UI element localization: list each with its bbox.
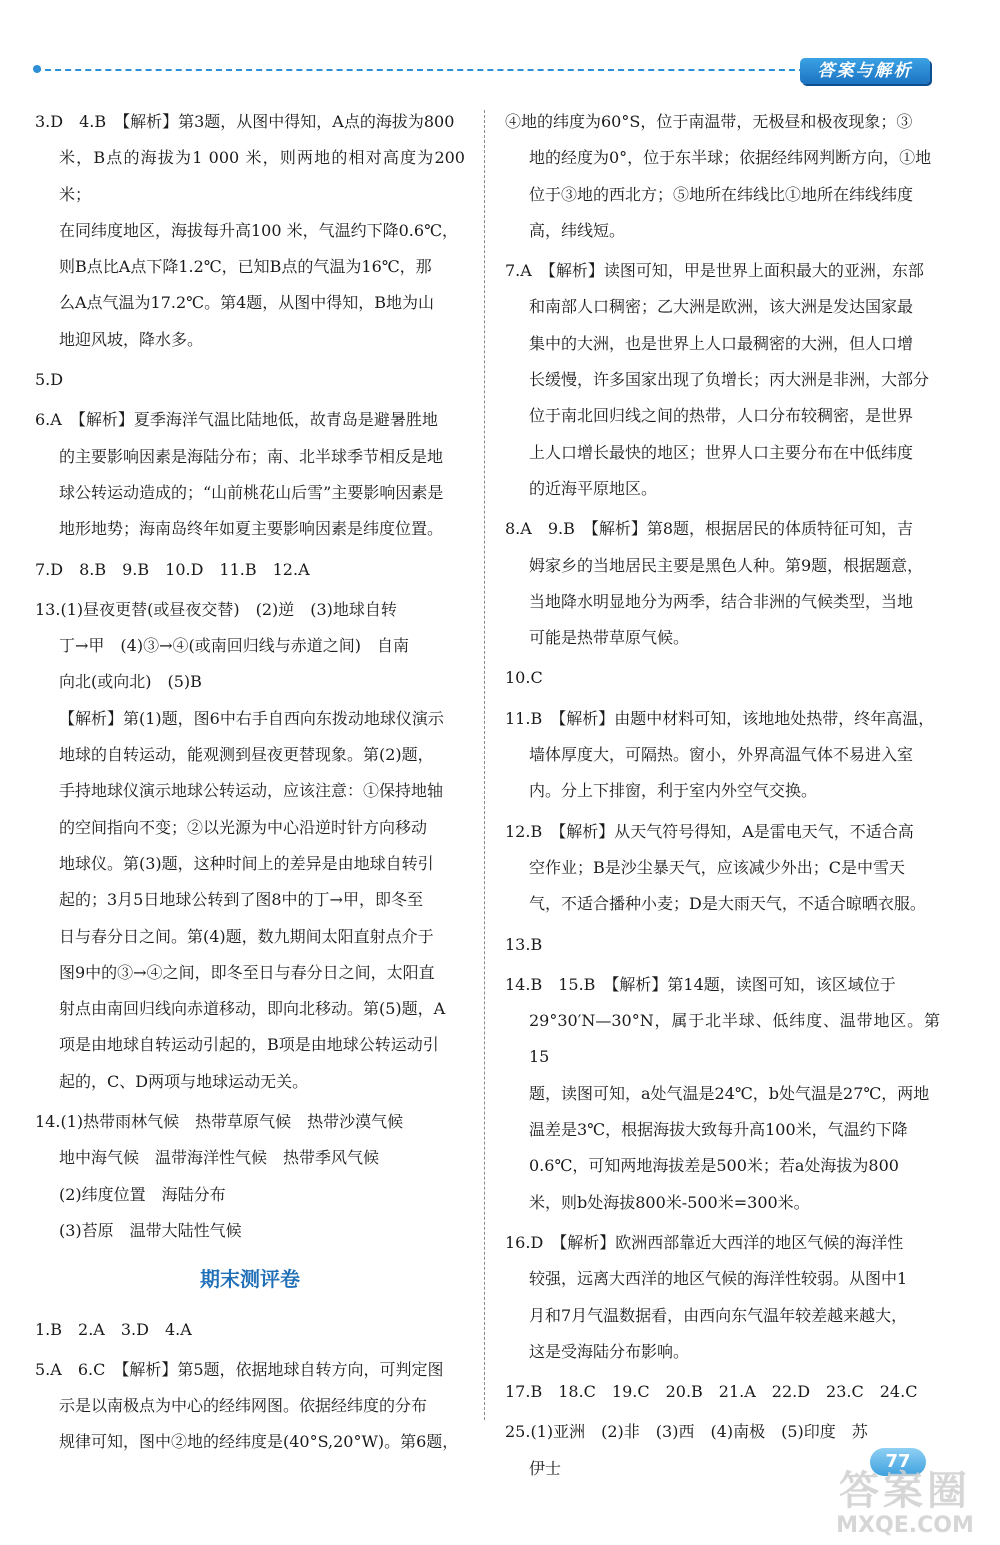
answer-line: 地球的自转运动，能观测到昼夜更替现象。第(2)题， xyxy=(59,745,434,765)
answer-line: 日与春分日之间。第(4)题，数九期间太阳直射点介于 xyxy=(59,926,434,946)
answer-line: 规律可知，图中②地的经纬度是(40°S,20°W)。第6题， xyxy=(59,1432,459,1452)
answer-line: 和南部人口稠密；乙大洲是欧洲，该大洲是发达国家最 xyxy=(529,297,914,317)
answer-line: 米，B点的海拔为1 000 米，则两地的相对高度为200 米； xyxy=(59,148,465,204)
answer-block xyxy=(505,1374,940,1410)
answer-block xyxy=(505,511,940,656)
answer-block xyxy=(505,253,940,507)
answer-line: 墙体厚度大，可隔热。窗小，外界高温气体不易进入室 xyxy=(529,745,914,765)
answer-line: 14.B 15.B 【解析】第14题，读图可知，该区域位于 xyxy=(505,974,896,994)
answer-line: 6.A 【解析】夏季海洋气温比陆地低，故青岛是避暑胜地 xyxy=(35,410,438,430)
answer-line: 3.D 4.B 【解析】第3题，从图中得知，A点的海拔为800 xyxy=(35,112,455,131)
watermark-url: MXQE.COM xyxy=(836,1513,974,1538)
answer-line: 地中海气候 温带海洋性气候 热带季风气候 xyxy=(59,1148,380,1168)
answer-line: 较强，远离大西洋的地区气候的海洋性较弱。从图中1 xyxy=(529,1269,908,1289)
column-divider xyxy=(484,110,485,1420)
answer-line: 14.(1)热带雨林气候 热带草原气候 热带沙漠气候 xyxy=(35,1112,404,1132)
section-title: 期末测评卷 xyxy=(200,1267,300,1292)
answer-line: 25.(1)亚洲 (2)非 (3)西 (4)南极 (5)印度 苏 xyxy=(505,1422,868,1442)
answer-line: 内。分上下排窗，利于室内外空气交换。 xyxy=(529,781,818,801)
answer-line: 地球仪。第(3)题，这种时间上的差异是由地球自转引 xyxy=(59,853,434,873)
answer-line: 起的，C、D两项与地球运动无关。 xyxy=(59,1071,309,1091)
answer-line: 5.D xyxy=(35,370,64,390)
answer-line: 月和7月气温数据看，由西向东气温年较差越来越大， xyxy=(529,1305,908,1325)
answer-line: 11.B 【解析】由题中材料可知，该地地处热带，终年高温， xyxy=(505,708,935,728)
answer-line: 向北(或向北) (5)B xyxy=(59,672,202,692)
header-tag: 答案与解析 xyxy=(800,58,930,84)
answer-line: 上人口增长最快的地区；世界人口主要分布在中低纬度 xyxy=(529,442,914,462)
answer-line: 温差是3℃，根据海拔大致每升高100米，气温约下降 xyxy=(529,1120,908,1140)
answer-line: 可能是热带草原气候。 xyxy=(529,628,690,648)
answer-block xyxy=(35,1352,465,1461)
answer-line: 29°30′N—30°N，属于北半球、低纬度、温带地区。第15 xyxy=(529,1011,940,1067)
answer-line: 项是由地球自转运动引起的，B项是由地球公转运动引 xyxy=(59,1035,439,1055)
answer-block xyxy=(505,927,940,963)
answer-line: 7.A 【解析】读图可知，甲是世界上面积最大的亚洲，东部 xyxy=(505,261,924,281)
answer-line: 姆家乡的当地居民主要是黑色人种。第9题，根据题意， xyxy=(529,555,924,575)
left-answer-blocks xyxy=(35,104,465,1249)
answer-line: 图9中的③→④之间，即冬至日与春分日之间，太阳直 xyxy=(59,962,435,982)
answer-block xyxy=(35,1104,465,1249)
answer-line: 气，不适合播种小麦；D是大雨天气，不适合晾晒衣服。 xyxy=(529,894,926,914)
answer-line: 空作业；B是沙尘暴天气，应该减少外出；C是中雪天 xyxy=(529,857,906,877)
answer-line: 12.B 【解析】从天气符号得知，A是雷电天气，不适合高 xyxy=(505,821,914,841)
answer-line: ④地的纬度为60°S，位于南温带，无极昼和极夜现象；③ xyxy=(505,112,913,131)
answer-line: 丁→甲 (4)③→④(或南回归线与赤道之间) 自南 xyxy=(59,636,409,656)
answer-block xyxy=(505,814,940,923)
answer-block xyxy=(505,1225,940,1370)
answer-line: 13.(1)昼夜更替(或昼夜交替) (2)逆 (3)地球自转 xyxy=(35,599,397,619)
answer-line: 么A点气温为17.2℃。第4题，从图中得知，B地为山 xyxy=(59,293,435,313)
answer-block xyxy=(505,701,940,810)
answer-line: 则B点比A点下降1.2℃，已知B点的气温为16℃，那 xyxy=(59,257,432,277)
answer-line: 当地降水明显地分为两季，结合非洲的气候类型，当地 xyxy=(529,591,914,611)
answer-block xyxy=(35,592,465,1100)
answer-line: 【解析】第(1)题，图6中右手自西向东拨动地球仪演示 xyxy=(59,708,444,728)
answer-line: 长缓慢，许多国家出现了负增长；丙大洲是非洲，大部分 xyxy=(529,370,930,390)
answer-block xyxy=(505,967,940,1221)
answer-line: 地的经度为0°，位于东半球；依据经纬网判断方向，①地 xyxy=(529,148,932,168)
answer-line: 示是以南极点为中心的经纬网图。依据经纬度的分布 xyxy=(59,1396,428,1416)
answer-block xyxy=(35,362,465,398)
answer-line: 的近海平原地区。 xyxy=(529,478,658,498)
answer-line: 位于③地的西北方；⑤地所在纬线比①地所在纬线纬度 xyxy=(529,184,914,204)
answer-block xyxy=(505,660,940,696)
answer-block xyxy=(35,104,465,358)
watermark-text: 答案圈 xyxy=(839,1468,971,1514)
answer-line: 集中的大洲，也是世界上人口最稠密的大洲，但人口增 xyxy=(529,333,914,353)
answer-block xyxy=(505,104,940,249)
answer-line: 位于南北回归线之间的热带，人口分布较稠密，是世界 xyxy=(529,406,914,426)
answer-line: 5.A 6.C 【解析】第5题，依据地球自转方向，可判定图 xyxy=(35,1359,444,1379)
answer-block xyxy=(35,402,465,547)
left-column xyxy=(35,100,465,1461)
answer-line: 的空间指向不变；②以光源为中心沿逆时针方向移动 xyxy=(59,817,428,837)
answer-block xyxy=(35,1312,465,1348)
right-column xyxy=(505,100,940,1487)
left-after-blocks xyxy=(35,1312,465,1461)
answer-line: 0.6℃，可知两地海拔差是500米；若a处海拔为800 xyxy=(529,1156,899,1176)
right-answer-blocks xyxy=(505,104,940,1487)
answer-line: 射点由南回归线向赤道移动，即向北移动。第(5)题，A xyxy=(59,999,446,1019)
answer-line: 10.C xyxy=(505,668,543,688)
answer-line: 手持地球仪演示地球公转运动，应该注意：①保持地轴 xyxy=(59,781,444,801)
answer-block xyxy=(35,552,465,588)
answer-line: 1.B 2.A 3.D 4.A xyxy=(35,1319,192,1339)
answer-line: 地迎风坡，降水多。 xyxy=(59,329,204,349)
answer-line: 7.D 8.B 9.B 10.D 11.B 12.A xyxy=(35,559,310,579)
answer-line: 米，则b处海拔800米-500米=300米。 xyxy=(529,1192,810,1212)
answer-line: 伊士 xyxy=(529,1458,562,1478)
answer-line: 13.B xyxy=(505,934,543,954)
page-number: 77 xyxy=(870,1448,926,1476)
answer-line: 8.A 9.B 【解析】第8题，根据居民的体质特征可知，吉 xyxy=(505,519,914,539)
answer-line: (3)苔原 温带大陆性气候 xyxy=(59,1220,242,1240)
answer-line: 在同纬度地区，海拔每升高100 米，气温约下降0.6℃， xyxy=(59,220,458,240)
watermark-logo xyxy=(820,1468,990,1538)
answer-line: 这是受海陆分布影响。 xyxy=(529,1341,690,1361)
answer-line: (2)纬度位置 海陆分布 xyxy=(59,1184,226,1204)
answer-line: 球公转运动造成的；“山前桃花山后雪”主要影响因素是 xyxy=(59,482,444,502)
answer-line: 起的；3月5日地球公转到了图8中的丁→甲，即冬至 xyxy=(59,890,423,910)
answer-line: 题，读图可知，a处气温是24℃，b处气温是27℃，两地 xyxy=(529,1083,930,1103)
answer-line: 的主要影响因素是海陆分布；南、北半球季节相反是地 xyxy=(59,446,444,466)
header-rule xyxy=(35,69,805,71)
answer-line: 17.B 18.C 19.C 20.B 21.A 22.D 23.C 24.C xyxy=(505,1382,918,1402)
answer-line: 高，纬线短。 xyxy=(529,220,626,240)
answer-line: 地形地势；海南岛终年如夏主要影响因素是纬度位置。 xyxy=(59,519,444,539)
answer-line: 16.D 【解析】欧洲西部靠近大西洋的地区气候的海洋性 xyxy=(505,1232,904,1252)
